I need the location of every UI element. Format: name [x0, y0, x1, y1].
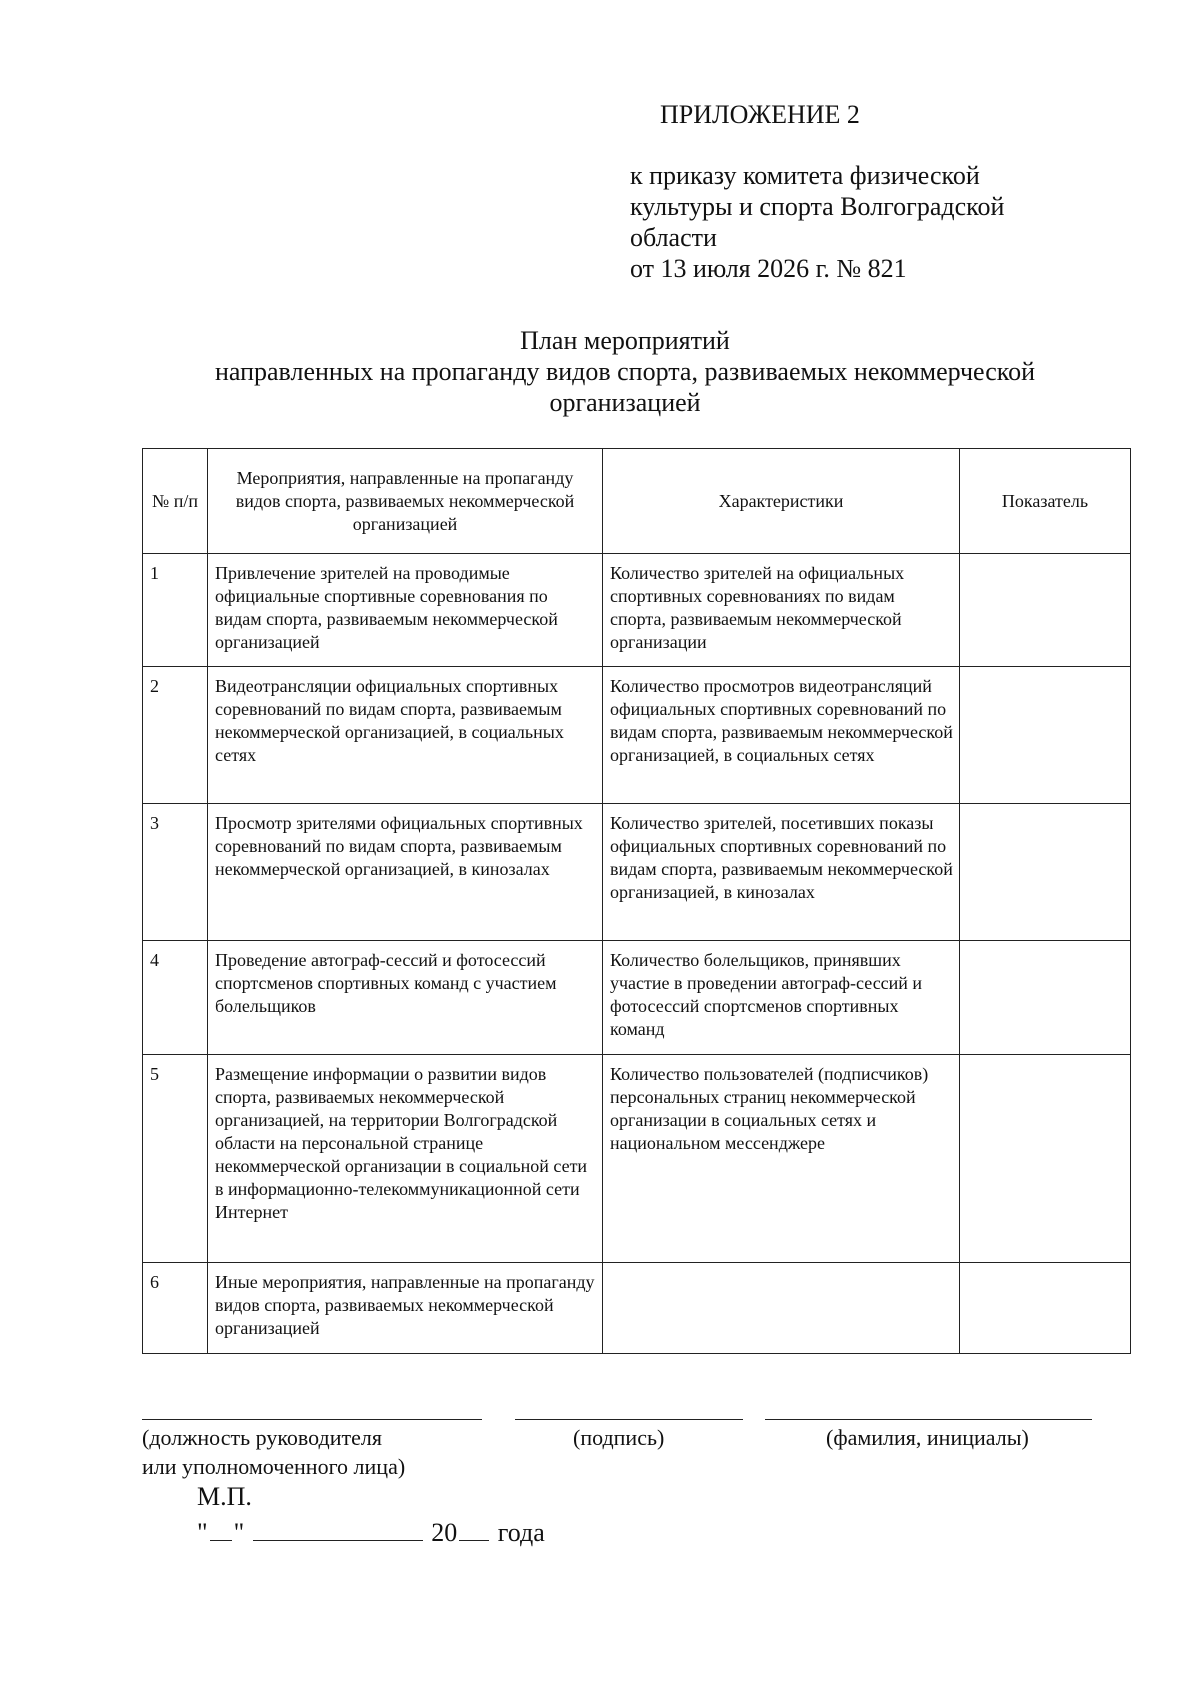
row-event: Проведение автограф-сессий и фотосессий спортсменов спортивных команд с участием болельщиков [208, 941, 603, 1055]
row-characteristics: Количество пользователей (подписчиков) персональных страниц некоммерческой организации в социальных сетях и национальном мессенджере [603, 1055, 960, 1263]
row-indicator [960, 941, 1131, 1055]
year-blank [459, 1518, 489, 1541]
position-label-line: (должность руководителя [142, 1425, 382, 1450]
order-reference-line: к приказу комитета физической [630, 161, 980, 190]
row-indicator [960, 554, 1131, 667]
table-row [143, 667, 1131, 804]
row-characteristics: Количество зрителей, посетивших показы официальных спортивных соревнований по видам спорта, развиваемым некоммерческой организацией, в кинозалах [603, 804, 960, 941]
signature-line [515, 1419, 743, 1420]
row-characteristics [603, 1263, 960, 1354]
row-characteristics: Количество болельщиков, принявших участие в проведении автограф-сессий и фотосессий спортсменов спортивных команд [603, 941, 960, 1055]
header-event: Мероприятия, направленные на пропаганду видов спорта, развиваемых некоммерческой организацией [208, 449, 603, 554]
month-blank [253, 1518, 423, 1541]
header-characteristics: Характеристики [603, 449, 960, 554]
signature-label: (подпись) [573, 1425, 665, 1450]
position-label [142, 1423, 405, 1481]
table-row [143, 941, 1131, 1055]
row-num: 5 [143, 1055, 208, 1263]
plan-table [142, 448, 1131, 1354]
stamp-label: М.П. [197, 1482, 252, 1511]
row-event: Иные мероприятия, направленные на пропаганду видов спорта, развиваемых некоммерческой организацией [208, 1263, 603, 1354]
plan-heading [100, 325, 1150, 418]
date-line [197, 1516, 545, 1550]
date-quote-open: " [197, 1518, 208, 1547]
table-row [143, 1055, 1131, 1263]
row-characteristics: Количество просмотров видеотрансляций официальных спортивных соревнований по видам спорта, развиваемым некоммерческой организацией, в социальных сетях [603, 667, 960, 804]
row-indicator [960, 804, 1131, 941]
position-label-line: или уполномоченного лица) [142, 1454, 406, 1479]
plan-heading-line: организацией [549, 388, 701, 417]
row-num: 2 [143, 667, 208, 804]
plan-heading-line: направленных на пропаганду видов спорта, развиваемых некоммерческой [214, 357, 1036, 386]
row-event: Размещение информации о развитии видов спорта, развиваемых некоммерческой организацией, на территории Волгоградской области на персональной странице некоммерческой организации в социальной сети в информационно-телекоммуникационной сети Интернет [208, 1055, 603, 1263]
row-characteristics: Количество зрителей на официальных спортивных соревнованиях по видам спорта, развиваемым некоммерческой организации [603, 554, 960, 667]
row-num: 6 [143, 1263, 208, 1354]
row-indicator [960, 1055, 1131, 1263]
order-reference-line: от 13 июля 2026 г. № 821 [630, 254, 907, 283]
row-event: Просмотр зрителями официальных спортивных соревнований по видам спорта, развиваемым некоммерческой организацией, в кинозалах [208, 804, 603, 941]
appendix-title: ПРИЛОЖЕНИЕ 2 [660, 100, 860, 129]
row-indicator [960, 667, 1131, 804]
header-num: № п/п [143, 449, 208, 554]
row-indicator [960, 1263, 1131, 1354]
year-prefix: 20 [431, 1518, 458, 1547]
row-num: 1 [143, 554, 208, 667]
name-signature-line [765, 1419, 1092, 1420]
table-row [143, 1263, 1131, 1354]
date-quote-close: " [233, 1518, 245, 1547]
row-event: Привлечение зрителей на проводимые официальные спортивные соревнования по видам спорта, развиваемым некоммерческой организацией [208, 554, 603, 667]
header-indicator: Показатель [960, 449, 1131, 554]
year-suffix: года [497, 1518, 545, 1547]
order-reference-line: культуры и спорта Волгоградской [630, 192, 1005, 221]
name-label: (фамилия, инициалы) [826, 1425, 1029, 1450]
day-blank [210, 1518, 232, 1541]
row-num: 4 [143, 941, 208, 1055]
plan-heading-line: План мероприятий [520, 326, 730, 355]
row-num: 3 [143, 804, 208, 941]
order-reference-line: области [630, 223, 717, 252]
order-reference [630, 160, 1004, 284]
table-header-row [143, 449, 1131, 554]
table-row [143, 804, 1131, 941]
table-row [143, 554, 1131, 667]
row-event: Видеотрансляции официальных спортивных соревнований по видам спорта, развиваемым некоммерческой организацией, в социальных сетях [208, 667, 603, 804]
position-signature-line [142, 1419, 482, 1420]
